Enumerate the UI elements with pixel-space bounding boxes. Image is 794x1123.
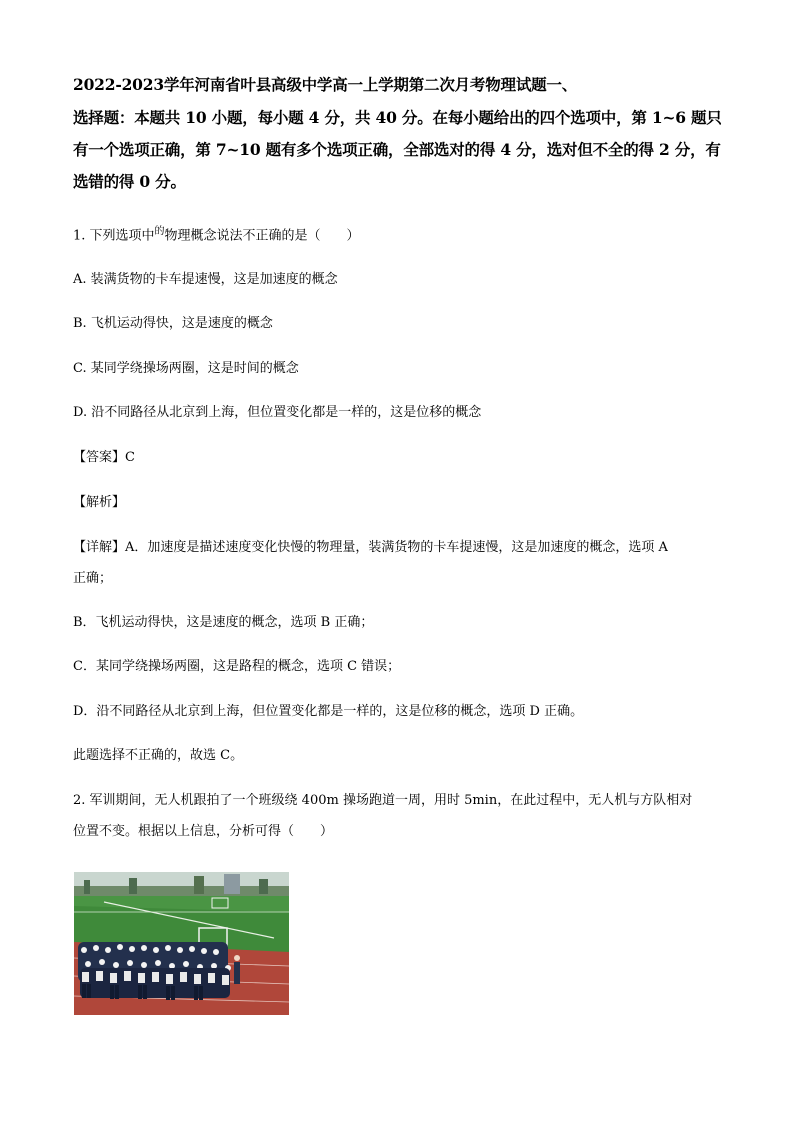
question-1-stem [73, 221, 360, 247]
question-1-stem-part-1: 1. 下列选项中 [73, 228, 155, 244]
question-1-option-b: B. 飞机运动得快，这是速度的概念 [73, 316, 273, 331]
section-instructions-line-1: 选择题：本题共 10 小题，每小题 4 分，共 40 分。在每小题给出的四个选项中，第 1~6 题只 [73, 108, 722, 127]
detail-a-text: A．加速度是描述速度变化快慢的物理量，装满货物的卡车提速慢，这是加速度的概念，选项 A [125, 540, 668, 555]
analysis-tag: 【解析】 [73, 495, 126, 510]
question-1-option-d: D. 沿不同路径从北京到上海，但位置变化都是一样的，这是位移的概念 [73, 405, 482, 420]
answer-value: C [125, 450, 135, 465]
section-instructions-line-3: 选错的得 0 分。 [73, 172, 186, 191]
question-2-stem-line-1: 2. 军训期间，无人机跟拍了一个班级绕 400m 操场跑道一周，用时 5min，在此过程中，无人机与方队相对 [73, 793, 693, 808]
detail-tag: 【详解】 [73, 540, 126, 555]
question-1-option-a: A. 装满货物的卡车提速慢，这是加速度的概念 [73, 272, 338, 287]
detail-line-a-continued: 正确； [73, 571, 113, 586]
question-1-answer [73, 447, 135, 469]
detail-line-a [73, 537, 668, 559]
detail-line-b: B．飞机运动得快，这是速度的概念，选项 B 正确； [73, 615, 374, 630]
question-1-stem-superscript: 的 [154, 226, 165, 237]
question-1-conclusion: 此题选择不正确的，故选 C。 [73, 748, 244, 763]
question-2-stem-line-2: 位置不变。根据以上信息，分析可得（ ） [73, 824, 334, 839]
detail-line-d: D．沿不同路径从北京到上海，但位置变化都是一样的，这是位移的概念，选项 D 正确。 [73, 704, 584, 719]
answer-tag: 【答案】 [73, 450, 126, 465]
section-instructions-line-2: 有一个选项正确，第 7~10 题有多个选项正确，全部选对的得 4 分，选对但不全的得 2 分，有 [73, 140, 721, 159]
question-1-option-c: C. 某同学绕操场两圈，这是时间的概念 [73, 361, 299, 376]
military-training-photo [74, 872, 289, 1015]
question-1-stem-part-2: 物理概念说法不正确的是（ ） [164, 228, 360, 244]
exam-title: 2022-2023学年河南省叶县高级中学高一上学期第二次月考物理试题一、 [73, 75, 578, 94]
detail-line-c: C．某同学绕操场两圈，这是路程的概念，选项 C 错误； [73, 659, 401, 674]
